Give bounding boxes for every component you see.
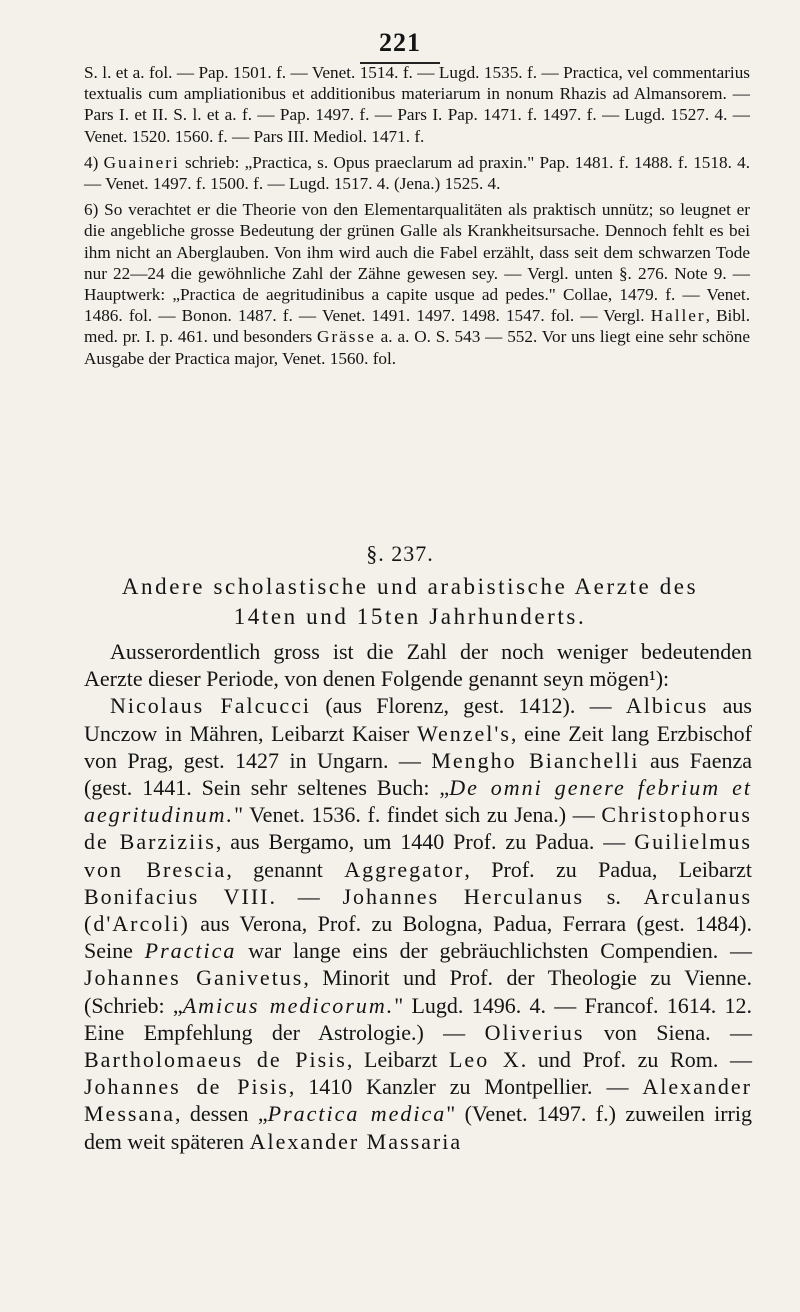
- body-text-run: (aus Florenz, gest. 1412). —: [311, 693, 626, 719]
- person-name: Albicus: [625, 693, 709, 719]
- body-text: [84, 638, 752, 1155]
- body-text-run: . und Prof. zu Rom. —: [520, 1047, 752, 1073]
- body-text-run: " (Venet. 1497. f.) zuweilen irrig dem weit späteren: [84, 1101, 752, 1154]
- person-name: Christophorus de Barziziis: [84, 802, 752, 855]
- body-text-run: , Minorit und Prof. der Theologie zu Vienne. (Schrieb: „: [84, 965, 753, 1018]
- person-name: Alexander Massaria: [249, 1128, 463, 1154]
- person-name: Johannes Ganivetus: [84, 965, 304, 991]
- book-title: Amicus medicorum.: [182, 992, 395, 1018]
- footnote-6: [84, 199, 750, 369]
- section-title-line-2: 14ten und 15ten Jahrhunderts.: [233, 604, 587, 629]
- book-title: Practica: [144, 938, 237, 964]
- person-name: Leo X: [448, 1047, 521, 1073]
- body-text-run: aus Faenza (gest. 1441. Sein sehr seltenes Buch: „: [84, 747, 752, 801]
- book-title: De omni genere febrium et aegritudinum.: [84, 775, 752, 828]
- person-name: Bonifacius VIII: [84, 883, 270, 909]
- body-text-run: aus Verona, Prof. zu Bologna, Padua, Ferrara (gest. 1484). Seine: [84, 911, 752, 964]
- body-text-run: von Siena. —: [584, 1019, 752, 1045]
- person-name: Bartholomaeus de Pisis: [84, 1047, 347, 1073]
- body-text-run: , eine Zeit lang Erzbischof von Prag, gest. 1427 in Ungarn. —: [84, 720, 752, 773]
- section-title: [60, 572, 760, 632]
- person-name: Alexander Messana: [84, 1074, 753, 1127]
- section-number: §. 237.: [366, 541, 434, 566]
- page-header: [0, 28, 800, 64]
- body-text-run: war lange eins der gebräuchlichsten Compendien. —: [236, 938, 752, 964]
- section-title-line-1: Andere scholastische und arabistische Aerzte des: [121, 574, 699, 599]
- footnote-continuation-text: S. l. et a. fol. — Pap. 1501. f. — Venet. 1514. f. — Lugd. 1535. f. — Practica, vel commentarius textualis cum ampliationibus et additionibus materiarum in nonum Rhazis ad Almansorem. — Pars I. et II. S. l. et a. f. — Pap. 1497. f. — Pars I. Pap. 1471. f. 1497. f. — Lugd. 1527. 4. — Venet. 1520. 1560. f. — Pars III. Mediol. 1471. f.: [84, 63, 750, 146]
- footnote-4-text: schrieb: „Practica, s. Opus praeclarum ad praxin." Pap. 1481. f. 1488. f. 1518. 4. — Venet. 1497. f. 1500. f. — Lugd. 1517. 4. (Jena.) 1525. 4.: [84, 152, 751, 194]
- footnote-6-graesse: Grässe: [317, 327, 376, 347]
- footnote-6-haller: Haller: [650, 306, 706, 326]
- person-name: Oliverius: [484, 1019, 585, 1045]
- body-text-run: s.: [584, 883, 644, 909]
- body-text-run: , aus Bergamo, um 1440 Prof. zu Padua. —: [215, 829, 635, 855]
- footnote-4: [84, 152, 750, 194]
- body-intro: Ausserordentlich gross ist die Zahl der noch weniger bedeutenden Aerzte dieser Periode, von denen Folgende genannt seyn mögen¹):: [84, 639, 752, 692]
- body-text-run: " Lugd. 1496. 4. — Francof. 1614. 12. Eine Empfehlung der Astrologie.) —: [84, 992, 752, 1045]
- person-name: Wenzel's: [416, 720, 511, 746]
- person-name: Mengho Bianchelli: [431, 747, 640, 773]
- body-paragraph-1: [84, 638, 752, 692]
- person-name: Johannes Herculanus: [342, 883, 585, 909]
- body-text-run: aus Unczow in Mähren, Leibarzt Kaiser: [84, 693, 752, 746]
- body-text-run: , genannt: [226, 856, 345, 882]
- person-name: Guilielmus von Brescia: [84, 829, 752, 882]
- footnote-4-marker: 4): [84, 152, 99, 172]
- body-paragraph-2: [84, 692, 752, 1154]
- footnote-4-name: Guaineri: [103, 152, 180, 172]
- person-name: Aggregator: [344, 856, 465, 882]
- footnote-continuation: [84, 62, 750, 147]
- person-name: Johannes de Pisis: [84, 1074, 289, 1100]
- footnote-6-marker: 6): [84, 200, 99, 220]
- body-text-run: , Prof. zu Padua, Leibarzt: [464, 856, 752, 882]
- body-text-run: , 1410 Kanzler zu Montpellier. —: [288, 1074, 643, 1100]
- person-name: Arculanus (d'Arcoli): [84, 883, 753, 937]
- footnote-6-text3: a. a. O. S. 543 — 552. Vor uns liegt eine sehr schöne Ausgabe der Practica major, Venet. 1560. fol.: [84, 327, 751, 368]
- footnote-6-text2: , Bibl. med. pr. I. p. 461. und besonders: [84, 306, 751, 347]
- person-name: Nicolaus Falcucci: [110, 693, 312, 719]
- page-number: 221: [379, 28, 421, 57]
- body-text-run: . —: [269, 883, 343, 909]
- footnotes: [84, 62, 750, 374]
- book-title: Practica medica: [267, 1101, 447, 1127]
- body-text-run: , Leibarzt: [346, 1047, 449, 1073]
- footnote-6-text: So verachtet er die Theorie von den Elementarqualitäten als praktisch unnütz; so leugnet er die angebliche grosse Bedeutung der grünen Galle als Krankheitsursache. Dennoch fehlt es bei ihm nicht an Aberglauben. Von ihm wird auch die Fabel erzählt, dass seit dem schwarzen Tode nur 22—24 die gewöhnliche Zahl der Zähne gewesen sey. — Vergl. unten §. 276. Note 9. — Hauptwerk: „Practica de aegritudinibus a capite usque ad pedes." Collae, 1479. f. — Venet. 1486. fol. — Bonon. 1487. f. — Venet. 1491. 1497. 1498. 1547. fol. — Vergl.: [84, 200, 751, 326]
- body-text-run: " Venet. 1536. f. findet sich zu Jena.) —: [234, 802, 602, 828]
- body-text-run: , dessen „: [174, 1101, 268, 1127]
